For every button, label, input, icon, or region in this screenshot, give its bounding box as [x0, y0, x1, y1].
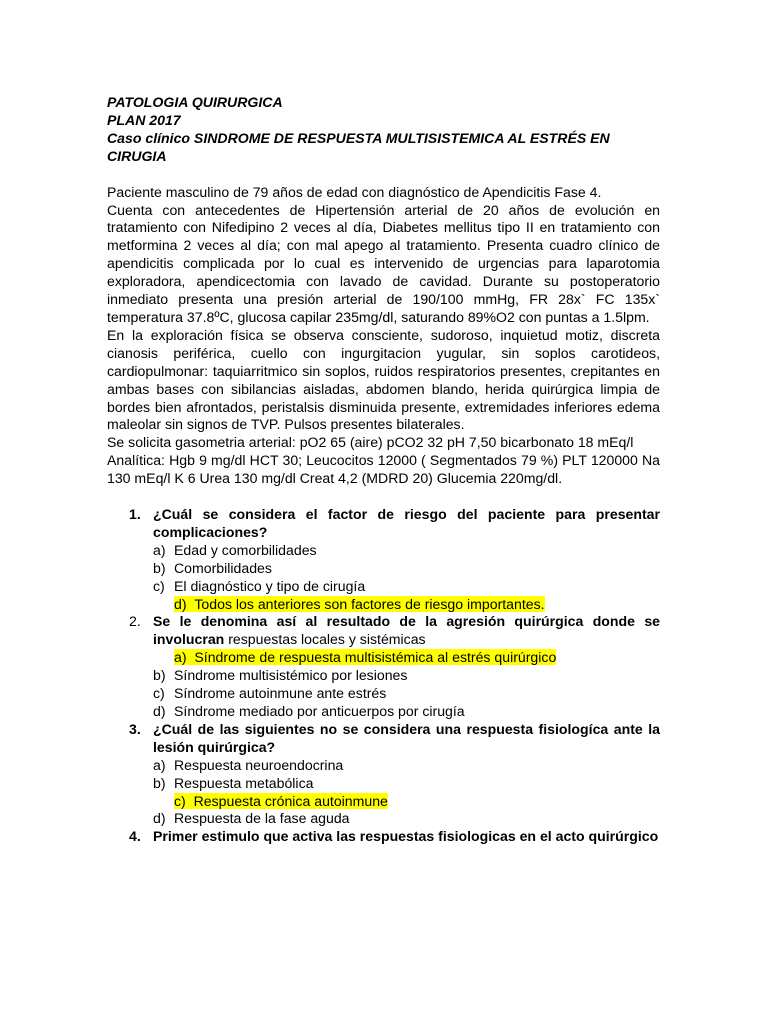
document-header: [107, 94, 660, 166]
option-letter: d): [153, 703, 166, 719]
option-a-highlighted: [153, 649, 660, 667]
question-4: [107, 828, 660, 846]
option-list: [153, 757, 660, 829]
highlighted-answer: [174, 793, 388, 809]
case-title: Caso clínico SINDROME DE RESPUESTA MULTISISTEMICA AL ESTRÉS EN CIRUGIA: [107, 129, 610, 164]
option-text: Respuesta metabólica: [174, 774, 314, 791]
option-d-highlighted: [153, 596, 660, 614]
question-number: 2.: [129, 613, 141, 630]
case-paragraph-exam: En la exploración física se observa consciente, sudoroso, inquietud motiz, discreta cianosis periférica, cuello con ingurgitacion yugular, sin soplos carotideos, cardiopulmonar: taquiarritmico sin soplos, ruidos respiratorios presentes, crepitantes en ambas bases con sibilancias aisladas, abdomen blando, herida quirúrgica limpia de bordes bien afrontados, peristalsis disminuida presente, extremidades inferiores edema maleolar sin signos de TVP. Pulsos presentes bilaterales.: [107, 326, 660, 433]
case-paragraph-diagnosis: Paciente masculino de 79 años de edad con diagnóstico de Apendicitis Fase 4.: [107, 183, 602, 200]
option-letter: c): [153, 685, 165, 702]
question-text: [153, 506, 660, 542]
option-d: [153, 703, 660, 721]
case-paragraph-history: Cuenta con antecedentes de Hipertensión arterial de 20 años de evolución en tratamiento con Nifedipino 2 veces al día, Diabetes mellitus tipo II en tratamiento con metformina 2 veces al día; con mal apego al tratamiento. Presenta cuadro clínico de apendicitis complicada por lo cual es intervenido de urgencias para laparotomia exploradora, apendicectomia con lavado de cavidad. Durante su postoperatorio inmediato presenta una presión arterial de 190/100 mmHg, FR 28x` FC 135x` temperatura 37.8ºC, glucosa capilar 235mg/dl, saturando 89%O2 con puntas a 1.5lpm.: [107, 201, 660, 325]
option-letter: b): [153, 559, 166, 576]
option-text: Respuesta neuroendocrina: [174, 756, 344, 773]
option-text: Síndrome autoinmune ante estrés: [174, 685, 387, 702]
case-paragraph-labs: Analítica: Hgb 9 mg/dl HCT 30; Leucocitos 12000 ( Segmentados 79 %) PLT 120000 Na 130 mEq/l K 6 Urea 130 mg/dl Creat 4,2 (MDRD 20) Glucemia 220mg/dl.: [107, 452, 660, 487]
question-text: [153, 613, 660, 649]
question-text: [153, 828, 660, 846]
clinical-case: [107, 184, 660, 488]
option-c: [153, 685, 660, 703]
option-letter: a): [174, 649, 187, 666]
question-2: [107, 613, 660, 720]
question-number: 3.: [129, 720, 141, 737]
option-letter: a): [153, 756, 166, 773]
option-list: [153, 649, 660, 721]
option-b: [153, 667, 660, 685]
option-letter: d): [153, 810, 166, 827]
option-text: Respuesta crónica autoinmune: [193, 792, 388, 809]
question-text-normal: respuestas locales y sistémicas: [224, 631, 426, 648]
option-a: [153, 757, 660, 775]
question-number: 1.: [129, 506, 141, 523]
option-b: [153, 775, 660, 793]
option-text: Todos los anteriores son factores de riesgo importantes.: [194, 595, 545, 612]
option-text: Síndrome de respuesta multisistémica al estrés quirúrgico: [194, 649, 557, 666]
option-text: Síndrome multisistémico por lesiones: [174, 667, 408, 684]
case-paragraph-gasometry: Se solicita gasometria arterial: pO2 65 (aire) pCO2 32 pH 7,50 bicarbonato 18 mEq/l: [107, 434, 634, 451]
option-letter: b): [153, 774, 166, 791]
option-a: [153, 542, 660, 560]
question-number: 4.: [129, 828, 141, 845]
option-c-highlighted: [153, 793, 660, 811]
option-text: Respuesta de la fase aguda: [174, 810, 350, 827]
option-text: El diagnóstico y tipo de cirugía: [174, 577, 366, 594]
option-text: Síndrome mediado por anticuerpos por cirugía: [174, 703, 465, 719]
option-letter: b): [153, 667, 166, 684]
document-content: [107, 94, 660, 846]
option-letter: c): [153, 577, 165, 594]
question-text-bold: Primer estimulo que activa las respuestas fisiologicas en el acto quirúrgico: [153, 828, 659, 845]
option-letter: c): [174, 792, 186, 809]
question-list: [107, 506, 660, 846]
question-text-bold: ¿Cuál de las siguientes no se considera una respuesta fisiologíca ante la lesión quirúrgica?: [153, 720, 660, 755]
option-letter: d): [174, 595, 187, 612]
question-1: [107, 506, 660, 613]
highlighted-answer: [174, 649, 556, 665]
option-d: [153, 810, 660, 828]
option-b: [153, 560, 660, 578]
question-text-bold: Se le denomina así al resultado de la agresión quirúrgica donde se involucran: [153, 613, 660, 648]
option-text: Edad y comorbilidades: [174, 541, 317, 558]
question-text-bold: ¿Cuál se considera el factor de riesgo del paciente para presentar complicaciones?: [153, 506, 660, 540]
option-letter: a): [153, 541, 166, 558]
course-title: PATOLOGIA QUIRURGICA: [107, 94, 283, 110]
question-3: [107, 721, 660, 828]
highlighted-answer: [174, 596, 545, 612]
option-list: [153, 542, 660, 614]
option-c: [153, 578, 660, 596]
option-text: Comorbilidades: [174, 559, 272, 576]
question-text: [153, 721, 660, 757]
plan-year: PLAN 2017: [107, 111, 181, 128]
